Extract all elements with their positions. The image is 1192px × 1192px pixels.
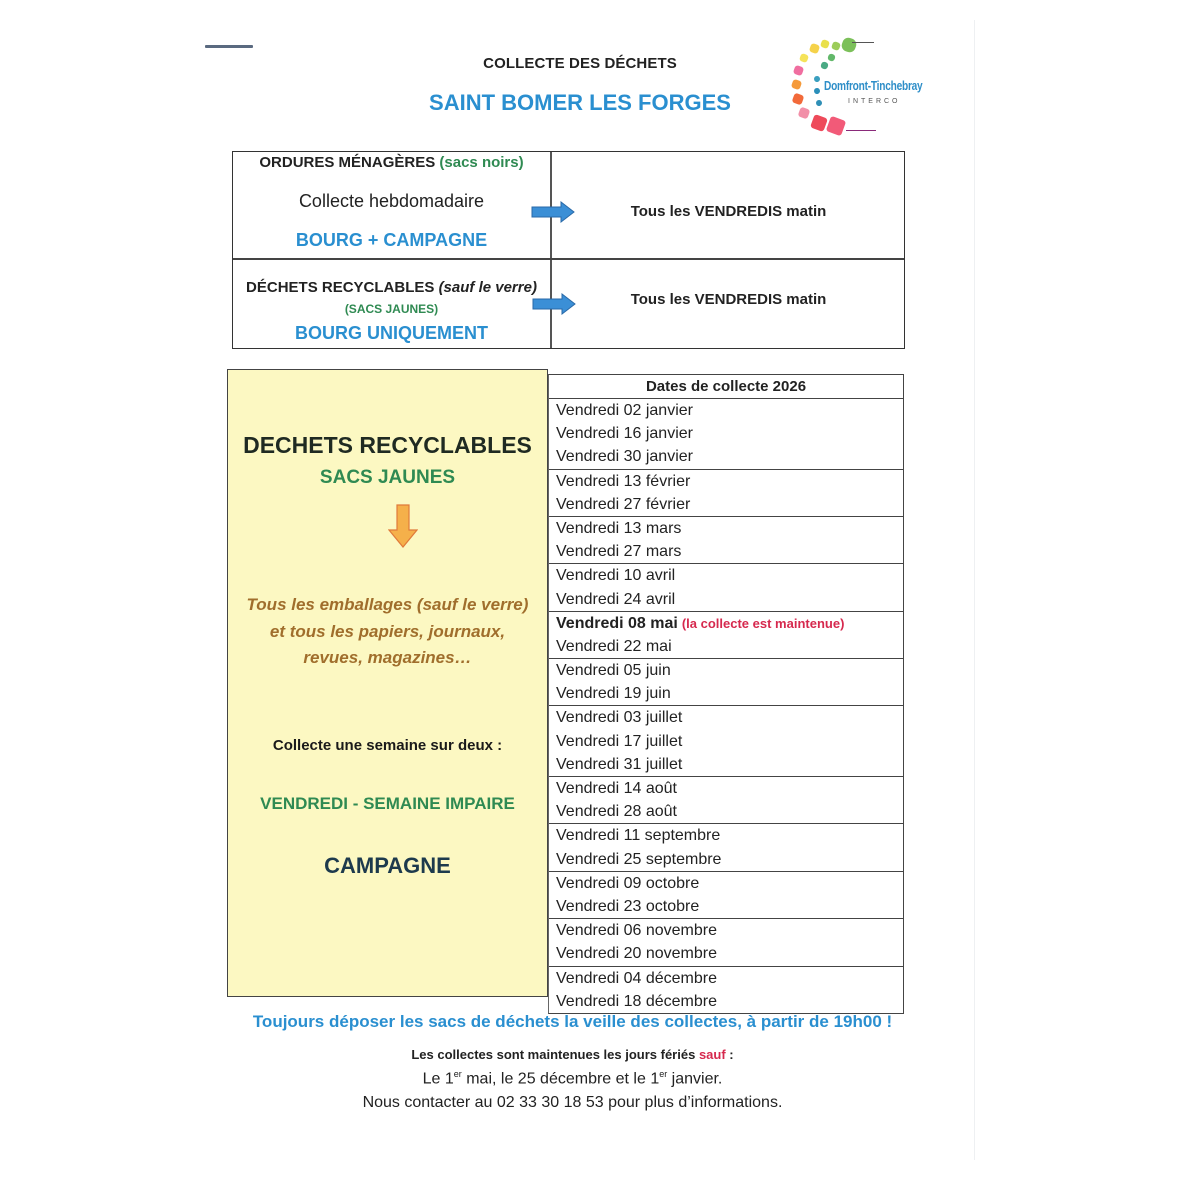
interco-logo [788,36,928,140]
holiday-text: janvier. [667,1070,723,1088]
collection-date: Vendredi 16 janvier [556,425,693,443]
household-waste-frequency: Collecte hebdomadaire [298,191,485,211]
scan-artifact-mark [205,45,253,48]
month-group [549,967,903,1013]
logo-dot [813,87,821,95]
holiday-text: Le 1 [422,1070,454,1088]
logo-dot [792,93,805,106]
logo-name: Domfront-Tinchebray [824,78,923,93]
collection-date: Vendredi 25 septembre [556,850,722,868]
collection-date: Vendredi 27 mars [556,543,682,561]
ordinal-suffix: er [659,1069,668,1079]
collection-date: Vendredi 02 janvier [556,402,693,419]
holiday-text: mai, le 25 décembre et le 1 [461,1070,660,1088]
collection-date: Vendredi 08 mai [556,614,678,632]
collection-date: Vendredi 27 février [556,495,691,513]
date-row [549,706,903,729]
recycling-zone: CAMPAGNE [324,853,451,878]
collection-date: Vendredi 31 juillet [556,755,683,773]
collection-date: Vendredi 20 novembre [556,945,717,963]
recyclables-bag-type: (SACS JAUNES) [344,302,439,316]
date-row [549,872,903,895]
arrow-down-icon [388,504,418,548]
household-waste-zone: BOURG + CAMPAGNE [295,230,488,250]
recyclables-zone: BOURG UNIQUEMENT [295,323,488,343]
weekly-collection-table [232,151,905,349]
collection-date: Vendredi 18 décembre [556,992,717,1010]
dates-table-body [549,399,903,1013]
logo-dot [826,116,847,137]
month-group [549,872,903,919]
logo-dot [798,107,811,120]
date-row [549,730,903,753]
date-row [549,990,903,1013]
date-row [549,967,903,990]
holiday-note [300,1047,845,1062]
collection-date: Vendredi 24 avril [556,590,676,608]
month-group [549,470,903,517]
month-group [549,777,903,824]
recycling-info-panel [227,369,548,997]
recycling-description-line: Tous les emballages (sauf le verre) [246,595,529,614]
month-group [549,706,903,777]
date-row [549,919,903,942]
collection-date: Vendredi 11 septembre [556,827,721,845]
date-row [549,612,903,635]
holiday-note-text: Les collectes sont maintenues les jours fériés [411,1047,696,1062]
collection-date: Vendredi 23 octobre [556,897,700,915]
date-row [549,682,903,705]
date-row [549,659,903,682]
date-row [549,517,903,540]
logo-dot [793,65,805,77]
collection-date: Vendredi 05 juin [556,662,671,680]
recyclables-title [233,279,550,296]
collection-maintained-note: (la collecte est maintenue) [681,615,845,631]
logo-dot [809,43,821,55]
collection-date: Vendredi 04 décembre [556,969,717,987]
logo-dot [827,53,836,62]
collection-date: Vendredi 06 novembre [556,922,717,940]
collection-date: Vendredi 17 juillet [556,732,683,750]
logo-dot [813,75,821,83]
collection-date: Vendredi 28 août [556,803,677,821]
logo-dot [799,53,809,63]
collection-date: Vendredi 13 mars [556,519,682,537]
date-row [549,753,903,776]
collection-date: Vendredi 22 mai [556,637,672,655]
recycling-description-line: et tous les papiers, journaux, [269,621,506,641]
recycling-day: VENDREDI - SEMAINE IMPAIRE [260,794,515,813]
collection-date: Vendredi 10 avril [556,567,676,585]
month-group [549,824,903,871]
recycling-panel-subtitle: SACS JAUNES [319,467,456,488]
collection-date: Vendredi 13 février [556,472,691,490]
logo-dot [840,36,858,54]
recycling-panel-title: DECHETS RECYCLABLES [243,432,532,458]
holiday-exceptions [300,1069,845,1088]
date-row [549,422,903,445]
collection-dates-table [548,374,904,1014]
month-group [549,564,903,611]
date-row [549,635,903,658]
collection-date: Vendredi 19 juin [556,685,671,703]
date-row [549,564,903,587]
table-divider [233,258,904,260]
table-divider [550,152,552,348]
recycling-description-line: revues, magazines… [303,648,472,667]
household-waste-schedule: Tous les VENDREDIS matin [630,203,827,220]
logo-swoosh [852,42,874,43]
household-waste-label: ORDURES MÉNAGÈRES [259,154,436,171]
logo-dot [791,79,803,91]
date-row [549,493,903,516]
date-row [549,399,903,422]
holiday-note-emphasis: sauf [698,1047,726,1062]
recyclables-label: DÉCHETS RECYCLABLES [246,279,435,296]
date-row [549,800,903,823]
logo-dot [820,61,829,70]
month-group [549,659,903,706]
recycling-frequency: Collecte une semaine sur deux : [272,737,503,754]
logo-dot [810,114,828,132]
date-row [549,895,903,918]
contact-info: Nous contacter au 02 33 30 18 53 pour plus d’informations. [362,1094,783,1111]
document-title: SAINT BOMER LES FORGES [429,90,731,115]
document-subtitle: COLLECTE DES DÉCHETS [483,55,677,72]
recyclables-exclusion-note: (sauf le verre) [438,279,537,296]
page-edge [974,20,975,1160]
date-row [549,470,903,493]
logo-dot [815,99,823,107]
logo-sub: INTERCO [848,98,901,105]
logo-dot [831,41,841,51]
date-row [549,777,903,800]
dates-table-header: Dates de collecte 2026 [549,375,903,399]
date-row [549,848,903,871]
logo-swoosh [846,130,876,131]
month-group [549,517,903,564]
holiday-note-suffix: : [725,1047,734,1062]
date-row [549,540,903,563]
household-waste-title [233,154,550,171]
collection-date: Vendredi 14 août [556,780,677,797]
collection-date: Vendredi 03 juillet [556,709,683,727]
date-row [549,588,903,611]
date-row [549,445,903,468]
logo-dot [820,39,830,49]
recyclables-schedule: Tous les VENDREDIS matin [630,291,827,308]
month-group [549,612,903,659]
month-group [549,399,903,470]
recycling-description [228,592,547,672]
deposit-reminder: Toujours déposer les sacs de déchets la veille des collectes, à partir de 19h00 ! [252,1012,893,1031]
date-row [549,942,903,965]
collection-date: Vendredi 30 janvier [556,448,693,466]
date-row [549,824,903,847]
collection-date: Vendredi 09 octobre [556,874,700,892]
household-waste-bag-note: (sacs noirs) [439,154,524,171]
ordinal-suffix: er [453,1069,462,1079]
month-group [549,919,903,966]
